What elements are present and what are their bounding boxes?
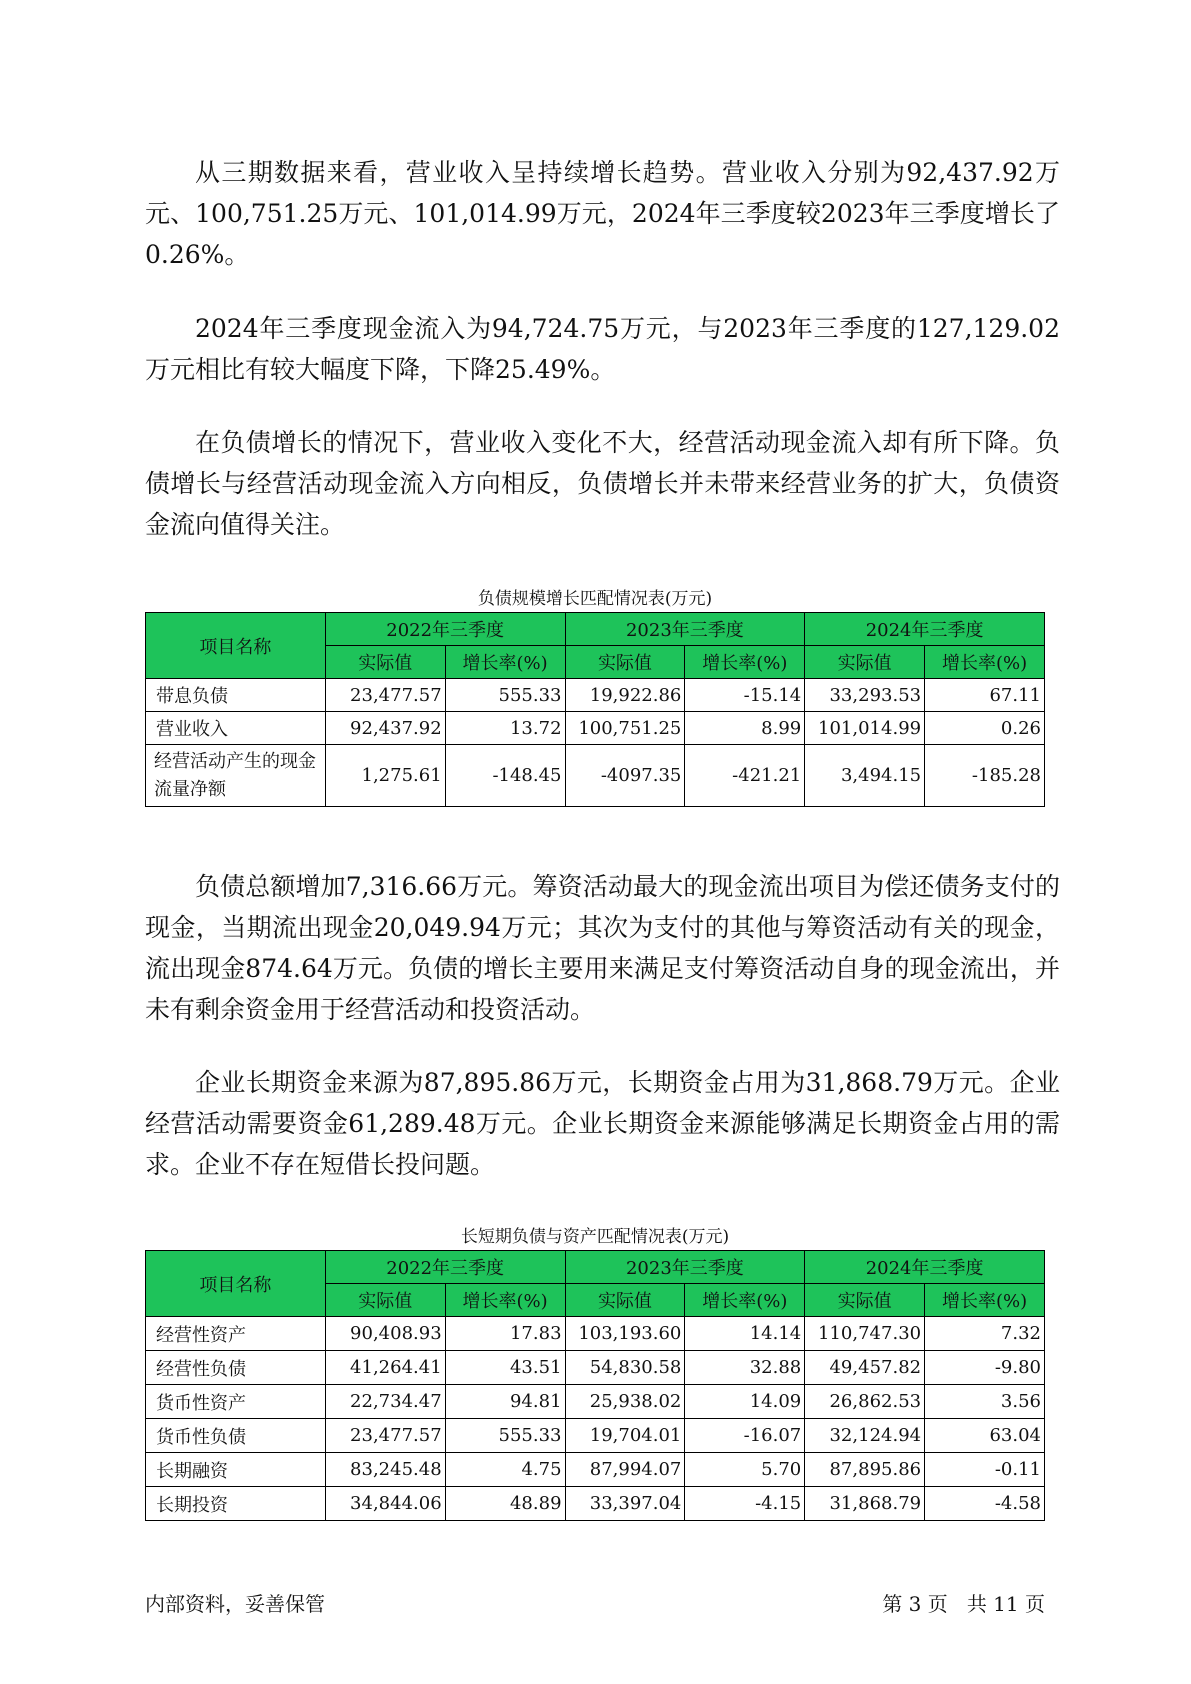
- row-name: 带息负债: [146, 679, 326, 712]
- table-row: [146, 1351, 1045, 1385]
- cell-value: 5.70: [685, 1453, 805, 1487]
- header-period-2023: 2023年三季度: [565, 613, 805, 646]
- cell-value: 110,747.30: [805, 1317, 925, 1351]
- cell-value: -9.80: [925, 1351, 1045, 1385]
- cell-value: 7.32: [925, 1317, 1045, 1351]
- header-actual: 实际值: [805, 1284, 925, 1317]
- cell-value: 54,830.58: [565, 1351, 685, 1385]
- cell-value: 23,477.57: [325, 1419, 445, 1453]
- cell-value: 49,457.82: [805, 1351, 925, 1385]
- paragraph-revenue-trend: 从三期数据来看，营业收入呈持续增长趋势。营业收入分别为92,437.92万元、100,751.25万元、101,014.99万元，2024年三季度较2023年三季度增长了0.26%。: [145, 158, 1060, 269]
- paragraph-cash-inflow: 2024年三季度现金流入为94,724.75万元，与2023年三季度的127,129.02万元相比有较大幅度下降，下降25.49%。: [145, 314, 1060, 384]
- row-name: 长期融资: [146, 1453, 326, 1487]
- header-actual: 实际值: [325, 1284, 445, 1317]
- cell-value: 17.83: [445, 1317, 565, 1351]
- header-growth: 增长率(%): [925, 646, 1045, 679]
- paragraph-debt-analysis: 在负债增长的情况下，营业收入变化不大，经营活动现金流入却有所下降。负债增长与经营活动现金流入方向相反，负债增长并未带来经营业务的扩大，负债资金流向值得关注。: [145, 428, 1060, 539]
- cell-value: 19,704.01: [565, 1419, 685, 1453]
- header-period-2024: 2024年三季度: [805, 613, 1045, 646]
- cell-value: 90,408.93: [325, 1317, 445, 1351]
- cell-value: -16.07: [685, 1419, 805, 1453]
- cell-value: 3.56: [925, 1385, 1045, 1419]
- cell-value: -0.11: [925, 1453, 1045, 1487]
- cell-value: 67.11: [925, 679, 1045, 712]
- cell-value: 87,994.07: [565, 1453, 685, 1487]
- cell-value: 92,437.92: [325, 712, 445, 745]
- cell-value: 32.88: [685, 1351, 805, 1385]
- header-actual: 实际值: [565, 646, 685, 679]
- cell-value: 34,844.06: [325, 1487, 445, 1521]
- row-name: 经营活动产生的现金流量净额: [146, 745, 326, 807]
- cell-value: 101,014.99: [805, 712, 925, 745]
- header-period-2022: 2022年三季度: [325, 1251, 565, 1284]
- table-row: [146, 1317, 1045, 1351]
- cell-value: 25,938.02: [565, 1385, 685, 1419]
- header-item-name: 项目名称: [146, 613, 326, 679]
- cell-value: -4.58: [925, 1487, 1045, 1521]
- cell-value: 14.09: [685, 1385, 805, 1419]
- cell-value: 555.33: [445, 1419, 565, 1453]
- footer-confidential-note: 内部资料，妥善保管: [145, 1592, 325, 1616]
- cell-value: 0.26: [925, 712, 1045, 745]
- header-actual: 实际值: [565, 1284, 685, 1317]
- table-row: [146, 745, 1045, 807]
- cell-value: 32,124.94: [805, 1419, 925, 1453]
- table-row: [146, 712, 1045, 745]
- cell-value: 8.99: [685, 712, 805, 745]
- table-row: [146, 1419, 1045, 1453]
- paragraph-long-term-funds: 企业长期资金来源为87,895.86万元，长期资金占用为31,868.79万元。企业经营活动需要资金61,289.48万元。企业长期资金来源能够满足长期资金占用的需求。企业不存在短借长投问题。: [145, 1068, 1060, 1179]
- table-row: [146, 1487, 1045, 1521]
- table-row: [146, 679, 1045, 712]
- cell-value: 33,397.04: [565, 1487, 685, 1521]
- row-name: 货币性资产: [146, 1385, 326, 1419]
- header-item-name: 项目名称: [146, 1251, 326, 1317]
- cell-value: 94.81: [445, 1385, 565, 1419]
- row-name: 长期投资: [146, 1487, 326, 1521]
- paragraph-financing-activities: 负债总额增加7,316.66万元。筹资活动最大的现金流出项目为偿还债务支付的现金，当期流出现金20,049.94万元；其次为支付的其他与筹资活动有关的现金，流出现金874.64万元。负债的增长主要用来满足支付筹资活动自身的现金流出，并未有剩余资金用于经营活动和投资活动。: [145, 872, 1060, 1024]
- table-caption-debt-scale: 负债规模增长匹配情况表(万元): [477, 589, 713, 609]
- cell-value: 48.89: [445, 1487, 565, 1521]
- cell-value: 41,264.41: [325, 1351, 445, 1385]
- cell-value: 22,734.47: [325, 1385, 445, 1419]
- cell-value: 4.75: [445, 1453, 565, 1487]
- table-caption-asset-liability: 长短期负债与资产匹配情况表(万元): [460, 1227, 730, 1247]
- cell-value: 1,275.61: [325, 745, 445, 807]
- footer-page-number: 第 3 页 共 11 页: [882, 1592, 1045, 1616]
- cell-value: 19,922.86: [565, 679, 685, 712]
- header-growth: 增长率(%): [685, 1284, 805, 1317]
- header-growth: 增长率(%): [925, 1284, 1045, 1317]
- debt-scale-table: [145, 612, 1045, 807]
- cell-value: -4097.35: [565, 745, 685, 807]
- cell-value: 83,245.48: [325, 1453, 445, 1487]
- cell-value: 63.04: [925, 1419, 1045, 1453]
- header-growth: 增长率(%): [445, 646, 565, 679]
- cell-value: 555.33: [445, 679, 565, 712]
- header-growth: 增长率(%): [685, 646, 805, 679]
- row-name: 货币性负债: [146, 1419, 326, 1453]
- cell-value: 3,494.15: [805, 745, 925, 807]
- header-actual: 实际值: [325, 646, 445, 679]
- cell-value: -185.28: [925, 745, 1045, 807]
- cell-value: 13.72: [445, 712, 565, 745]
- cell-value: 33,293.53: [805, 679, 925, 712]
- row-name: 营业收入: [146, 712, 326, 745]
- cell-value: 100,751.25: [565, 712, 685, 745]
- header-growth: 增长率(%): [445, 1284, 565, 1317]
- header-actual: 实际值: [805, 646, 925, 679]
- cell-value: -4.15: [685, 1487, 805, 1521]
- cell-value: -15.14: [685, 679, 805, 712]
- cell-value: 103,193.60: [565, 1317, 685, 1351]
- table-row: [146, 1453, 1045, 1487]
- cell-value: 43.51: [445, 1351, 565, 1385]
- cell-value: 14.14: [685, 1317, 805, 1351]
- cell-value: -421.21: [685, 745, 805, 807]
- row-name: 经营性资产: [146, 1317, 326, 1351]
- header-period-2022: 2022年三季度: [325, 613, 565, 646]
- row-name: 经营性负债: [146, 1351, 326, 1385]
- header-period-2023: 2023年三季度: [565, 1251, 805, 1284]
- cell-value: 23,477.57: [325, 679, 445, 712]
- cell-value: 31,868.79: [805, 1487, 925, 1521]
- asset-liability-table: [145, 1250, 1045, 1521]
- table-row: [146, 1385, 1045, 1419]
- cell-value: 87,895.86: [805, 1453, 925, 1487]
- header-period-2024: 2024年三季度: [805, 1251, 1045, 1284]
- cell-value: -148.45: [445, 745, 565, 807]
- cell-value: 26,862.53: [805, 1385, 925, 1419]
